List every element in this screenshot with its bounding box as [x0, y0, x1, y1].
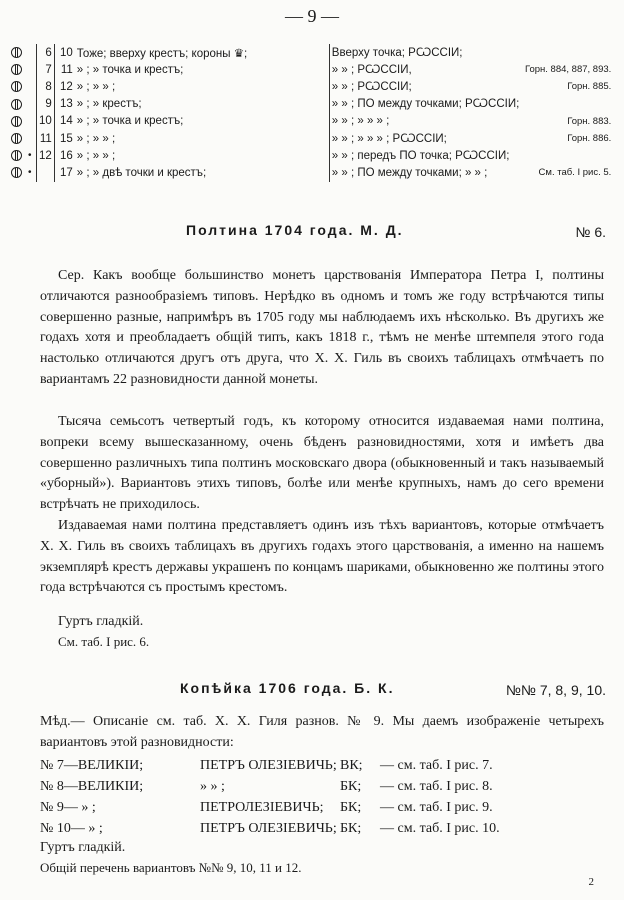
- number-b: 16: [54, 147, 75, 164]
- page-number: — 9 —: [285, 6, 339, 26]
- variant-number: № 7—ВЕЛИКІИ;: [40, 758, 144, 773]
- coin-icon: [11, 116, 22, 127]
- reference: Горн. 885.: [567, 81, 612, 93]
- section-number-poltina: № 6.: [575, 224, 606, 240]
- table-row: [6, 96, 613, 113]
- obverse-desc: Тоже; вверху крестъ; короны ♛;: [76, 47, 248, 60]
- coin-icon: [11, 99, 22, 110]
- mint-mark: БК;: [340, 821, 362, 836]
- plate-ref: — см. таб. I рис. 9.: [380, 800, 493, 815]
- section-title-kopeika: Копѣйка 1706 года. Б. К.: [180, 680, 395, 696]
- reference: Горн. 883.: [567, 115, 612, 127]
- number-a: 11: [37, 130, 55, 147]
- legend: » » ;: [200, 779, 225, 794]
- variant-list: [40, 755, 500, 839]
- coin-icon: [6, 61, 26, 78]
- variant-number: № 10— » ;: [40, 821, 103, 836]
- obverse-desc: » ; » точка и крестъ;: [76, 63, 184, 76]
- table-row: [6, 78, 613, 95]
- plate-ref: — см. таб. I рис. 8.: [380, 779, 493, 794]
- number-a: 9: [37, 96, 55, 113]
- coin-icon: [11, 81, 22, 92]
- reference: [521, 147, 613, 164]
- table-row: [6, 164, 613, 181]
- coin-icon: [11, 150, 22, 161]
- coin-icon: [6, 130, 26, 147]
- dot-mark: [26, 61, 37, 78]
- variants-table: [6, 44, 613, 182]
- coin-icon: [6, 44, 26, 61]
- number-a: [37, 164, 55, 181]
- legend: ПЕТРЪ ОЛЕЗІЕВИЧЬ;: [200, 821, 337, 836]
- mint-mark: ВК;: [340, 758, 363, 773]
- obverse-desc: » ; » двѣ точки и крестъ;: [76, 166, 207, 179]
- dot-mark: [26, 130, 37, 147]
- reverse-desc: » » ; РѠССІИ,: [329, 61, 521, 78]
- list-item: [40, 818, 500, 839]
- table-row: [6, 147, 613, 164]
- variant-number: № 8—ВЕЛИКІИ;: [40, 779, 144, 794]
- obverse-desc: » ; » » ;: [76, 80, 116, 93]
- reverse-desc: » » ; РѠССІИ;: [329, 78, 521, 95]
- coin-icon: [11, 64, 22, 75]
- paragraph: Издаваемая нами полтина представляетъ одинъ изъ тѣхъ вариантовъ, которые отмѣчаетъ Х. Х. Гиль въ своихъ таблицахъ въ другихъ годахъ этого царствованія, а именно на нашемъ экземплярѣ крестъ державы украшенъ по концамъ шариками, обыкновенно же полтины этого года встрѣчаются съ простымъ крестомъ.: [40, 518, 604, 596]
- number-b: 10: [54, 44, 75, 61]
- section-number-kopeika: №№ 7, 8, 9, 10.: [505, 682, 606, 698]
- dot-mark: •: [28, 167, 32, 179]
- dot-mark: [26, 96, 37, 113]
- legend: ПЕТРЪ ОЛЕЗІЕВИЧЬ;: [200, 758, 337, 773]
- number-a: 10: [37, 113, 55, 130]
- coin-icon: [6, 113, 26, 130]
- section-title-poltina: Полтина 1704 года. М. Д.: [186, 222, 404, 238]
- coin-icon: [11, 47, 22, 58]
- reverse-desc: » » ; » » » ; РѠССІИ;: [329, 130, 521, 147]
- plate-ref: — см. таб. I рис. 7.: [380, 758, 493, 773]
- list-item: [40, 755, 500, 776]
- list-item: [40, 797, 500, 818]
- number-a: 7: [37, 61, 55, 78]
- dot-mark: [26, 78, 37, 95]
- gurt-note: Гуртъ гладкій.: [58, 614, 144, 629]
- intro-paragraph: Мѣд.— Описаніе см. таб. Х. Х. Гиля разнов. № 9. Мы даемъ изображеніе четырехъ вариантовъ этой разновидности:: [40, 714, 604, 750]
- plate-ref: — см. таб. I рис. 10.: [380, 821, 500, 836]
- obverse-desc: » ; » точка и крестъ;: [76, 115, 184, 128]
- obverse-desc: » ; » » ;: [76, 149, 116, 162]
- obverse-desc: » ; » » ;: [76, 132, 116, 145]
- reverse-desc: » » ; » » » ;: [329, 113, 521, 130]
- reverse-desc: » » ; ПО между точками; » » ;: [329, 164, 521, 181]
- coin-icon: [6, 78, 26, 95]
- summary-line: Общій перечень вариантовъ №№ 9, 10, 11 и 12.: [40, 860, 302, 875]
- reverse-desc: Вверху точка; РѠССІИ;: [329, 44, 521, 61]
- number-b: 14: [54, 113, 75, 130]
- gurt-note-2: Гуртъ гладкій.: [40, 840, 126, 855]
- number-b: 17: [54, 164, 75, 181]
- coin-icon: [6, 96, 26, 113]
- number-a: 12: [37, 147, 55, 164]
- variant-number: № 9— » ;: [40, 800, 96, 815]
- reference: См. таб. I рис. 5.: [538, 167, 612, 179]
- reference: [521, 44, 613, 61]
- paragraph: Тысяча семьсотъ четвертый годъ, къ которому относится издаваемая нами полтина, вопреки всему вышесказанному, очень бѣденъ разновидностями, хотя и имѣетъ два совершенно различныхъ типа полтинъ московскаго двора (обыкновенный и такъ называемый «уборный»). Вариантовъ этихъ типовъ, болѣе или менѣе крупныхъ, намъ до сего времени встрѣчать не приходилось.: [40, 414, 604, 513]
- number-b: 11: [54, 61, 75, 78]
- mint-mark: БК;: [340, 779, 362, 794]
- coin-icon: [11, 133, 22, 144]
- footer-number: 2: [588, 876, 594, 888]
- obverse-desc: » ; » крестъ;: [76, 98, 142, 111]
- number-a: 8: [37, 78, 55, 95]
- reverse-desc: » » ; ПО между точками; РѠССІИ;: [329, 96, 521, 113]
- coin-icon: [6, 147, 26, 164]
- number-b: 15: [54, 130, 75, 147]
- table-row: [6, 130, 613, 147]
- table-row: [6, 113, 613, 130]
- plate-reference: См. таб. I рис. 6.: [58, 634, 150, 649]
- reference: Горн. 886.: [567, 133, 612, 145]
- table-row: [6, 44, 613, 61]
- reference: Горн. 884, 887, 893.: [524, 64, 612, 76]
- reference: [521, 96, 613, 113]
- legend: ПЕТРОЛЕЗІЕВИЧЬ;: [200, 800, 324, 815]
- coin-icon: [6, 164, 26, 181]
- dot-mark: •: [28, 150, 32, 162]
- paragraph: Сер. Какъ вообще большинство монетъ царствованія Императора Петра I, полтины отличаются разнообразіемъ типовъ. Нерѣдко въ одномъ и томъ же году встрѣчаются типы совершенно разные, напримѣръ въ 1705 году мы наблюдаемъ ихъ нѣсколько. Въ другихъ же годахъ хотя и преобладаетъ общій типъ, какъ 1818 г., тѣмъ не менѣе штемпеля этого года настолько отличаются другъ отъ друга, что Х. Х. Гиль въ своихъ таблицахъ отмѣчаетъ по вариантамъ 22 разновидности данной монеты.: [40, 268, 604, 387]
- coin-icon: [11, 167, 22, 178]
- dot-mark: [26, 113, 37, 130]
- list-item: [40, 776, 500, 797]
- reverse-desc: » » ; передъ ПО точка; РѠССІИ;: [329, 147, 521, 164]
- number-b: 12: [54, 78, 75, 95]
- number-b: 13: [54, 96, 75, 113]
- table-row: [6, 61, 613, 78]
- dot-mark: [26, 44, 37, 61]
- number-a: 6: [37, 44, 55, 61]
- mint-mark: БК;: [340, 800, 362, 815]
